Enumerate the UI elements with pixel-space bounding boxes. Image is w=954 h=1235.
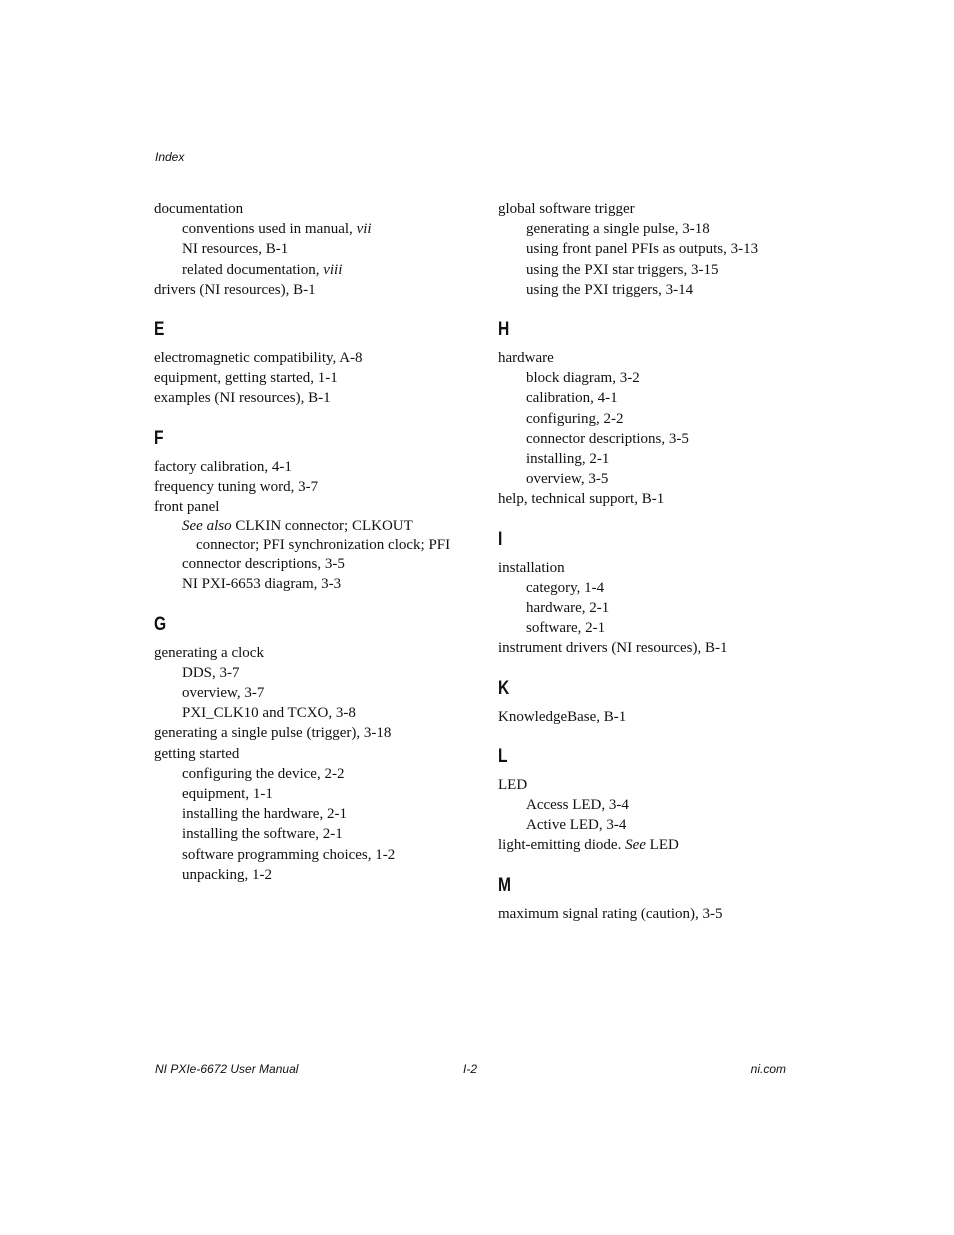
section-letter-f: F	[154, 427, 164, 449]
index-entry: global software trigger	[498, 201, 635, 217]
index-see-also: See also CLKIN connector; CLKOUT connector; PFI synchronization clock; PFI	[182, 518, 451, 553]
index-entry-documentation: documentation	[154, 201, 244, 217]
section-letter-h: H	[498, 319, 510, 341]
index-column-left	[154, 199, 454, 885]
index-subentry: generating a single pulse, 3-18	[526, 221, 710, 238]
index-entry: hardware	[498, 350, 554, 367]
index-subentry: equipment, 1-1	[182, 786, 273, 803]
index-subentry: overview, 3-5	[526, 471, 609, 488]
index-subentry: related documentation, viii	[182, 261, 343, 278]
index-subentry: calibration, 4-1	[526, 390, 618, 407]
index-subentry: using the PXI star triggers, 3-15	[526, 261, 719, 278]
index-entry: maximum signal rating (caution), 3-5	[498, 905, 723, 922]
index-subentry: configuring the device, 2-2	[182, 765, 345, 782]
index-entry: KnowledgeBase, B-1	[498, 708, 627, 725]
index-subentry: Access LED, 3-4	[526, 797, 629, 814]
index-subentry: NI PXI-6653 diagram, 3-3	[182, 576, 342, 593]
index-subentry: installing the hardware, 2-1	[182, 806, 347, 823]
index-subentry: software programming choices, 1-2	[182, 846, 396, 863]
footer-page-number: I-2	[463, 1062, 478, 1076]
section-letter-g: G	[154, 613, 167, 635]
index-subentry: conventions used in manual, vii	[182, 221, 372, 238]
footer-manual-title: NI PXIe-6672 User Manual	[155, 1062, 299, 1076]
index-group-global-trigger	[498, 199, 798, 300]
index-entry: instrument drivers (NI resources), B-1	[498, 640, 728, 657]
index-subentry: configuring, 2-2	[526, 410, 624, 427]
index-entry: generating a single pulse (trigger), 3-18	[154, 725, 392, 742]
index-entry: light-emitting diode. See LED	[498, 837, 679, 854]
index-subentry: overview, 3-7	[182, 685, 265, 702]
index-entry-front-panel: front panel	[154, 499, 220, 516]
index-entry: generating a clock	[154, 644, 264, 661]
index-entry: electromagnetic compatibility, A-8	[154, 350, 363, 367]
index-subentry: Active LED, 3-4	[526, 817, 627, 834]
index-subentry: hardware, 2-1	[526, 600, 610, 617]
index-entry-drivers: drivers (NI resources), B-1	[154, 281, 316, 298]
index-column-right	[498, 199, 798, 924]
index-entry: installation	[498, 559, 565, 576]
index-subentry: connector descriptions, 3-5	[526, 430, 689, 447]
index-group-k	[498, 707, 798, 727]
index-group-l	[498, 775, 798, 856]
index-entry: examples (NI resources), B-1	[154, 390, 331, 407]
index-group-documentation	[154, 199, 454, 300]
index-group-e	[154, 348, 454, 409]
index-subentry: using front panel PFIs as outputs, 3-13	[526, 241, 759, 258]
footer-website: ni.com	[750, 1062, 786, 1076]
index-group-h	[498, 348, 798, 510]
index-group-f	[154, 457, 454, 595]
index-subentry: installing, 2-1	[526, 451, 610, 468]
index-entry: LED	[498, 776, 528, 793]
index-subentry: category, 1-4	[526, 579, 605, 596]
running-header: Index	[155, 150, 185, 164]
index-entry: equipment, getting started, 1-1	[154, 370, 338, 387]
index-subentry: block diagram, 3-2	[526, 370, 640, 387]
index-entry: help, technical support, B-1	[498, 491, 665, 508]
section-letter-m: M	[498, 874, 511, 896]
index-subentry: connector descriptions, 3-5	[182, 556, 345, 573]
index-group-g	[154, 643, 454, 885]
index-subentry: installing the software, 2-1	[182, 826, 343, 843]
index-subentry: PXI_CLK10 and TCXO, 3-8	[182, 705, 356, 722]
section-letter-i: I	[498, 528, 503, 550]
section-letter-k: K	[498, 677, 510, 699]
index-entry: getting started	[154, 745, 240, 762]
index-entry: factory calibration, 4-1	[154, 458, 292, 475]
section-letter-l: L	[498, 745, 508, 767]
section-letter-e: E	[154, 319, 165, 341]
index-subentry: DDS, 3-7	[182, 664, 240, 681]
index-subentry: unpacking, 1-2	[182, 866, 272, 883]
index-subentry: using the PXI triggers, 3-14	[526, 281, 694, 298]
index-group-i	[498, 558, 798, 659]
index-subentry: NI resources, B-1	[182, 241, 289, 258]
index-subentry: software, 2-1	[526, 620, 606, 637]
index-entry: frequency tuning word, 3-7	[154, 478, 319, 495]
index-group-m	[498, 904, 798, 924]
